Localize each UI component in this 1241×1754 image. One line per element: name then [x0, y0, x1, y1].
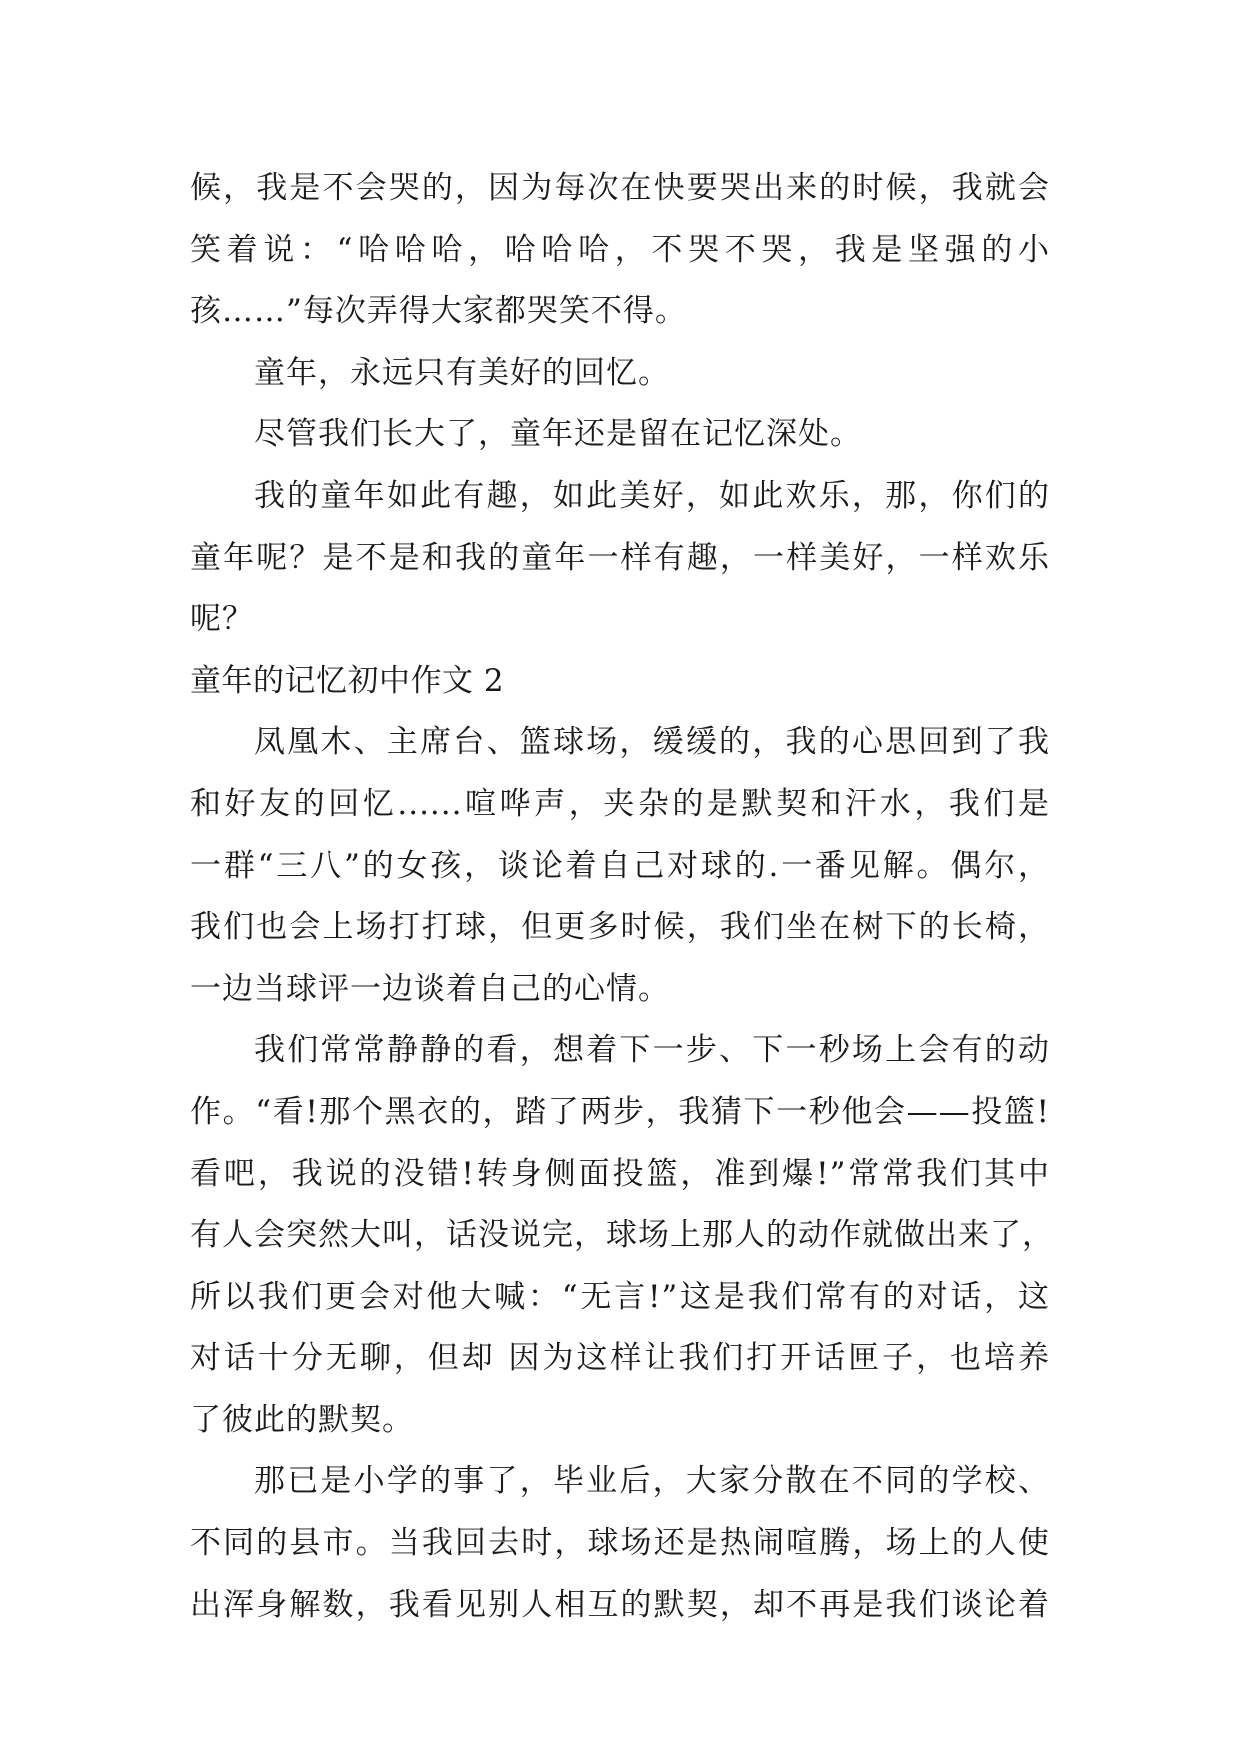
text-line: 出浑身解数，我看见别人相互的默契，却不再是我们谈论着: [190, 1586, 1050, 1623]
text-line: 童年呢？是不是和我的童年一样有趣，一样美好，一样欢乐: [190, 539, 1050, 576]
paragraph-line: 那已是小学的事了，毕业后，大家分散在不同的学校、: [254, 1463, 1050, 1500]
text-line: 了彼此的默契。: [190, 1401, 414, 1438]
text-line: 对话十分无聊，但却 因为这样让我们打开话匣子，也培养: [190, 1340, 1050, 1377]
paragraph-line: 我们常常静静的看，想着下一步、下一秒场上会有的动: [254, 1032, 1050, 1069]
text-line: 不同的县市。当我回去时，球场还是热闹喧腾，场上的人使: [190, 1525, 1050, 1562]
text-line: 一群“三八”的女孩，谈论着自己对球的.一番见解。偶尔，: [190, 847, 1050, 884]
paragraph-line: 凤凰木、主席台、篮球场，缓缓的，我的心思回到了我: [254, 724, 1050, 761]
text-line: 孩……”每次弄得大家都哭笑不得。: [190, 293, 687, 330]
text-line: 作。“看!那个黑衣的，踏了两步，我猜下一秒他会——投篮!: [190, 1093, 1050, 1130]
text-line: 候，我是不会哭的，因为每次在快要哭出来的时候，我就会: [190, 170, 1050, 206]
text-line: 呢？: [190, 601, 254, 638]
paragraph-line: 我的童年如此有趣，如此美好，如此欢乐，那，你们的: [254, 477, 1050, 514]
paragraph-line: 童年，永远只有美好的回忆。: [254, 354, 670, 391]
text-line: 看吧，我说的没错!转身侧面投篮，准到爆!”常常我们其中: [190, 1155, 1050, 1192]
text-line: 有人会突然大叫，话没说完，球场上那人的动作就做出来了，: [190, 1217, 1054, 1254]
document-page: [190, 158, 1054, 1636]
text-line: 笑着说：“哈哈哈，哈哈哈，不哭不哭，我是坚强的小: [190, 231, 1050, 268]
paragraph-line: 尽管我们长大了，童年还是留在记忆深处。: [254, 416, 862, 453]
text-line: 和好友的回忆......喧哗声，夹杂的是默契和汗水，我们是: [190, 785, 1050, 822]
text-line: 我们也会上场打打球，但更多时候，我们坐在树下的长椅，: [190, 909, 1050, 946]
text-line: 所以我们更会对他大喊：“无言!”这是我们常有的对话，这: [190, 1278, 1050, 1315]
text-line: 一边当球评一边谈着自己的心情。: [190, 970, 670, 1007]
section-title: 童年的记忆初中作文 2: [190, 662, 505, 699]
